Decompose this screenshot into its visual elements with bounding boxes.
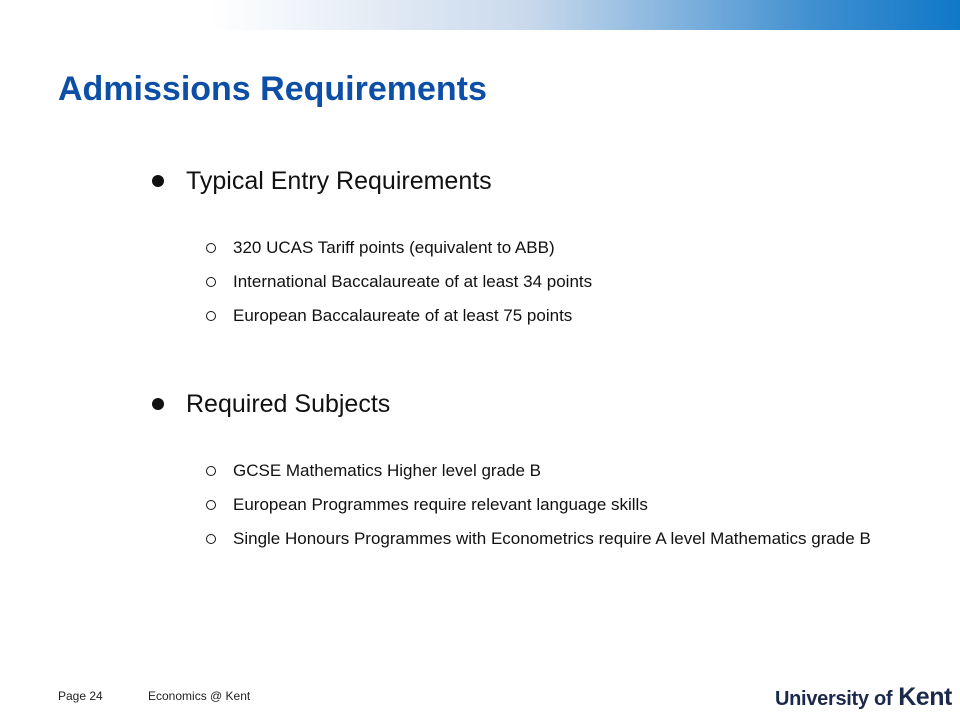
- section-required-subjects: [148, 386, 908, 562]
- bullet-circle-icon: [206, 311, 216, 321]
- bullet-circle-icon: [206, 534, 216, 544]
- list-item-text: European Programmes require relevant language skills: [233, 495, 648, 514]
- list-item: [206, 460, 908, 481]
- list-item: [206, 494, 908, 515]
- list-item-text: European Baccalaureate of at least 75 points: [233, 306, 573, 325]
- header-gradient-band: [0, 0, 960, 30]
- page-number: Page 24: [58, 689, 103, 703]
- section-entry-requirements: [148, 163, 908, 339]
- university-logo: [775, 683, 952, 711]
- logo-university-text: University of: [775, 688, 893, 710]
- list-item: [206, 528, 908, 549]
- logo-kent-text: Kent: [898, 683, 952, 711]
- list-item: [206, 305, 908, 326]
- footer-department: Economics @ Kent: [148, 689, 251, 703]
- bullet-circle-icon: [206, 243, 216, 253]
- list-item-text: International Baccalaureate of at least 34 points: [233, 272, 593, 291]
- main-bullet: [148, 386, 908, 422]
- main-bullet: [148, 163, 908, 199]
- list-item-text: GCSE Mathematics Higher level grade B: [233, 461, 542, 480]
- section-heading: Required Subjects: [186, 389, 391, 418]
- bullet-circle-icon: [206, 277, 216, 287]
- section-heading: Typical Entry Requirements: [186, 166, 492, 195]
- list-item-text: 320 UCAS Tariff points (equivalent to ABB): [233, 238, 555, 257]
- bullet-circle-icon: [206, 500, 216, 510]
- list-item: [206, 271, 908, 292]
- bullet-dot-icon: [152, 175, 164, 187]
- bullet-circle-icon: [206, 466, 216, 476]
- list-item: [206, 237, 908, 258]
- sub-bullet-list: [206, 237, 908, 326]
- bullet-dot-icon: [152, 398, 164, 410]
- slide-title: Admissions Requirements: [58, 70, 487, 108]
- list-item-text: Single Honours Programmes with Econometrics require A level Mathematics grade B: [233, 529, 871, 548]
- sub-bullet-list: [206, 460, 908, 549]
